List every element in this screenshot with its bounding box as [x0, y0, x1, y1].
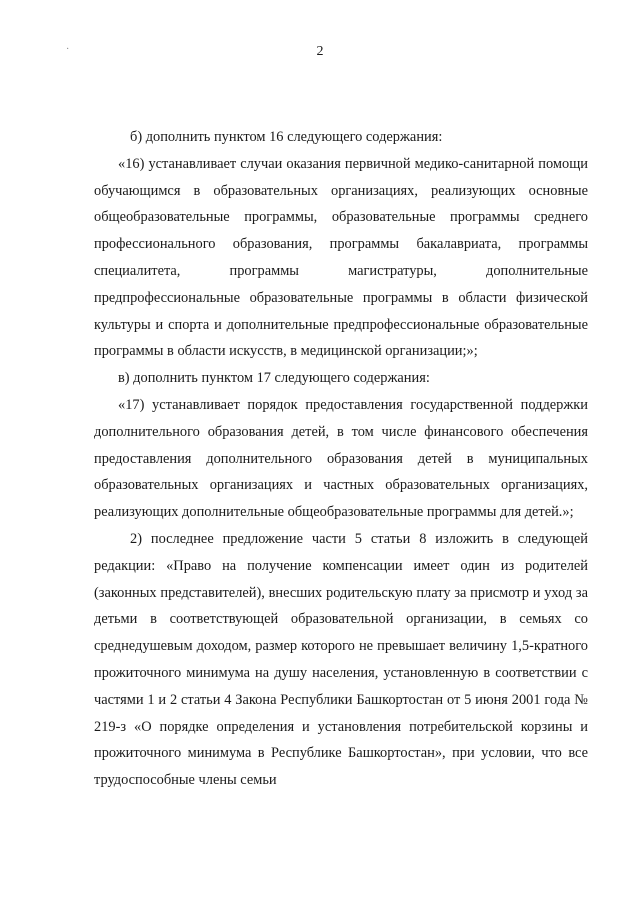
paragraph-point-17: «17) устанавливает порядок предоставления государственной поддержки дополнительного образования детей, в том числе финансового обеспечения предоставления дополнительного образования детей в муниципальных образовательных организациях и частных образовательных организациях, реализующих дополнительные общеобразовательные программы для детей.»;: [94, 396, 588, 521]
paragraph-point-16: «16) устанавливает случаи оказания первичной медико-санитарной помощи обучающимся в образовательных организациях, реализующих основные общеобразовательные программы, образовательные программы среднего профессионального образования, программы бакалавриата, программы специалитета, программы магистратуры, дополнительные предпрофессиональные образовательные программы в области физической культуры и спорта и дополнительные предпрофессиональные образовательные программы в области искусств, в медицинской организации;»;: [94, 155, 588, 360]
paragraph-item-2: 2) последнее предложение части 5 статьи 8 изложить в следующей редакции: «Право на получение компенсации имеет один из родителей (законных представителей), внесших родительскую плату за присмотр и уход за детьми в соответствующей образовательной организации, в семьях со среднедушевым доходом, размер которого не превышает величину 1,5-кратного прожиточного минимума на душу населения, установленную в соответствии с частями 1 и 2 статьи 4 Закона Республики Башкортостан от 5 июня 2001 года № 219-з «О порядке определения и установления потребительской корзины и прожиточного минимума в Республике Башкортостан», при условии, что все трудоспособные члены семьи: [94, 530, 588, 789]
document-body: [94, 124, 588, 794]
paragraph-item-b: б) дополнить пунктом 16 следующего содержания:: [130, 129, 443, 145]
corner-mark: ·: [66, 44, 70, 55]
page-number: 2: [316, 44, 324, 59]
paragraph-item-v: в) дополнить пунктом 17 следующего содержания:: [118, 370, 430, 387]
